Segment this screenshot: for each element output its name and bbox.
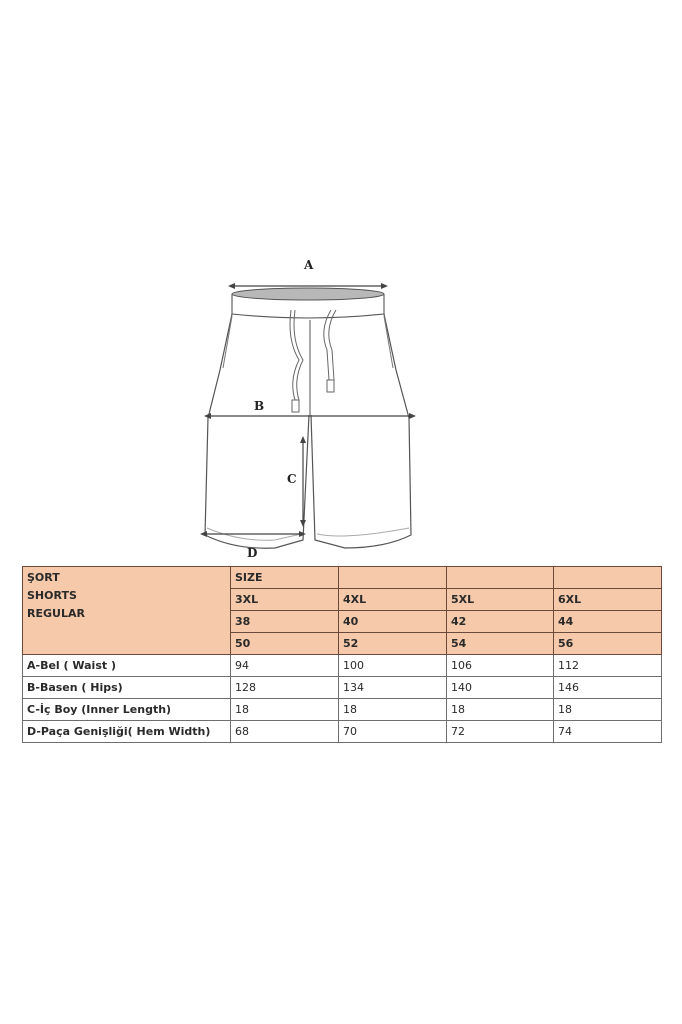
measurement-value: 134 <box>339 677 447 699</box>
shorts-illustration-icon <box>195 250 435 570</box>
table-row <box>23 677 662 699</box>
table-header-row <box>23 567 662 589</box>
measurement-label: D-Paça Genişliği( Hem Width) <box>23 721 231 743</box>
measurement-value: 70 <box>339 721 447 743</box>
size-cell: 4XL <box>339 589 447 611</box>
size-number-cell: 56 <box>554 633 662 655</box>
measurement-value: 72 <box>447 721 554 743</box>
title-line: SHORTS <box>27 589 77 602</box>
table-row <box>23 721 662 743</box>
measurement-value: 18 <box>339 699 447 721</box>
label-a: A <box>304 258 314 272</box>
size-number-cell: 40 <box>339 611 447 633</box>
measurement-label: C-İç Boy (Inner Length) <box>23 699 231 721</box>
measurement-value: 74 <box>554 721 662 743</box>
empty-cell <box>339 567 447 589</box>
measurement-value: 18 <box>447 699 554 721</box>
product-title-cell <box>23 567 231 655</box>
table-row <box>23 699 662 721</box>
measurement-value: 106 <box>447 655 554 677</box>
empty-cell <box>554 567 662 589</box>
measurement-value: 128 <box>231 677 339 699</box>
measurement-value: 100 <box>339 655 447 677</box>
size-cell: 5XL <box>447 589 554 611</box>
measurement-value: 18 <box>554 699 662 721</box>
measurement-value: 140 <box>447 677 554 699</box>
size-number-cell: 44 <box>554 611 662 633</box>
size-number-cell: 50 <box>231 633 339 655</box>
size-number-cell: 52 <box>339 633 447 655</box>
size-number-cell: 42 <box>447 611 554 633</box>
size-cell: 6XL <box>554 589 662 611</box>
label-c: C <box>287 472 297 486</box>
measurement-value: 112 <box>554 655 662 677</box>
size-chart-table <box>22 566 662 743</box>
title-line: REGULAR <box>27 607 85 620</box>
size-number-cell: 38 <box>231 611 339 633</box>
measurement-label: B-Basen ( Hips) <box>23 677 231 699</box>
shorts-diagram <box>195 250 435 570</box>
measurement-label: A-Bel ( Waist ) <box>23 655 231 677</box>
size-number-cell: 54 <box>447 633 554 655</box>
size-cell: 3XL <box>231 589 339 611</box>
label-d: D <box>247 546 258 560</box>
title-line: ŞORT <box>27 571 60 584</box>
empty-cell <box>447 567 554 589</box>
measurement-value: 18 <box>231 699 339 721</box>
measurement-value: 94 <box>231 655 339 677</box>
measurement-value: 146 <box>554 677 662 699</box>
size-label-cell: SIZE <box>231 567 339 589</box>
measurement-value: 68 <box>231 721 339 743</box>
table-row <box>23 655 662 677</box>
label-b: B <box>254 399 265 413</box>
